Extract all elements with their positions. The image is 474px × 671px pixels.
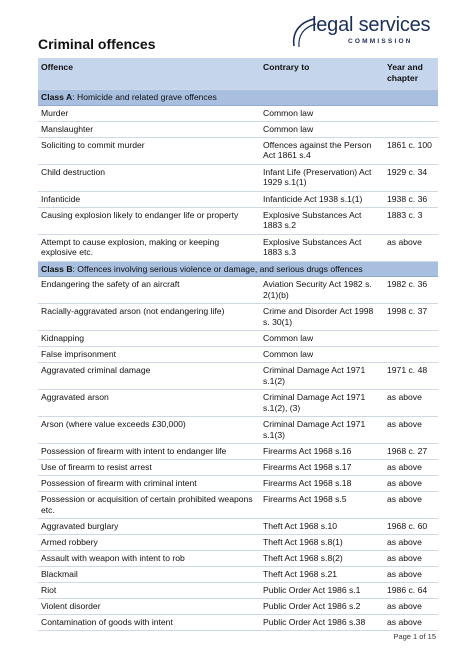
table-row xyxy=(38,207,438,234)
year-cell: 1971 c. 48 xyxy=(384,363,438,390)
offence-cell: Attempt to cause explosion, making or keeping explosive etc. xyxy=(38,234,260,261)
table-row xyxy=(38,599,438,615)
year-cell: 1968 c. 27 xyxy=(384,444,438,460)
year-cell: as above xyxy=(384,417,438,444)
table-row xyxy=(38,105,438,121)
year-cell: as above xyxy=(384,390,438,417)
table-row xyxy=(38,476,438,492)
year-cell: as above xyxy=(384,476,438,492)
offence-cell: Soliciting to commit murder xyxy=(38,137,260,164)
year-cell xyxy=(384,331,438,347)
table-header-row xyxy=(38,58,438,90)
law-cell: Theft Act 1968 s.8(2) xyxy=(260,551,384,567)
offence-cell: Endangering the safety of an aircraft xyxy=(38,277,260,304)
class-a-heading-row xyxy=(38,90,438,106)
table-row xyxy=(38,583,438,599)
table-row xyxy=(38,551,438,567)
legal-services-logo xyxy=(288,14,448,54)
column-header-year-chapter: Year and chapter xyxy=(384,58,438,90)
offence-cell: Assault with weapon with intent to rob xyxy=(38,551,260,567)
offence-cell: Murder xyxy=(38,105,260,121)
law-cell: Criminal Damage Act 1971 s.1(3) xyxy=(260,417,384,444)
offence-cell: Manslaughter xyxy=(38,121,260,137)
year-cell xyxy=(384,121,438,137)
law-cell: Firearms Act 1968 s.16 xyxy=(260,444,384,460)
offence-cell: Riot xyxy=(38,583,260,599)
table-row xyxy=(38,121,438,137)
table-row xyxy=(38,492,438,519)
year-cell: 1986 c. 64 xyxy=(384,583,438,599)
table-row xyxy=(38,615,438,631)
offence-cell: Possession of firearm with intent to endanger life xyxy=(38,444,260,460)
offence-cell: Possession or acquisition of certain prohibited weapons etc. xyxy=(38,492,260,519)
law-cell: Public Order Act 1986 s.1 xyxy=(260,583,384,599)
year-cell xyxy=(384,105,438,121)
offence-cell: Aggravated arson xyxy=(38,390,260,417)
offence-cell: Aggravated criminal damage xyxy=(38,363,260,390)
table-row xyxy=(38,417,438,444)
law-cell: Theft Act 1968 s.21 xyxy=(260,567,384,583)
logo-text: legal services xyxy=(312,14,431,36)
law-cell: Aviation Security Act 1982 s. 2(1)(b) xyxy=(260,277,384,304)
law-cell: Common law xyxy=(260,347,384,363)
year-cell: 1998 c. 37 xyxy=(384,304,438,331)
year-cell: 1938 c. 36 xyxy=(384,191,438,207)
table-row xyxy=(38,137,438,164)
logo-subtext: COMMISSION xyxy=(348,38,413,45)
offence-cell: Kidnapping xyxy=(38,331,260,347)
law-cell: Common law xyxy=(260,121,384,137)
class-a-name: Class A xyxy=(41,92,73,102)
law-cell: Crime and Disorder Act 1998 s. 30(1) xyxy=(260,304,384,331)
table-row xyxy=(38,234,438,261)
year-cell: as above xyxy=(384,234,438,261)
law-cell: Common law xyxy=(260,105,384,121)
law-cell: Offences against the Person Act 1861 s.4 xyxy=(260,137,384,164)
year-cell: 1861 c. 100 xyxy=(384,137,438,164)
offence-cell: Contamination of goods with intent xyxy=(38,615,260,631)
offence-cell: Aggravated burglary xyxy=(38,519,260,535)
column-header-offence: Offence xyxy=(38,58,260,90)
offences-table xyxy=(38,58,438,631)
law-cell: Explosive Substances Act 1883 s.3 xyxy=(260,234,384,261)
class-a-description: : Homicide and related grave offences xyxy=(72,92,217,102)
page-title: Criminal offences xyxy=(38,36,156,52)
class-b-description: : Offences involving serious violence or damage, and serious drugs offences xyxy=(72,263,363,274)
table-row xyxy=(38,567,438,583)
year-cell: as above xyxy=(384,615,438,631)
law-cell: Theft Act 1968 s.8(1) xyxy=(260,535,384,551)
year-cell: 1968 c. 60 xyxy=(384,519,438,535)
year-cell: 1929 c. 34 xyxy=(384,164,438,191)
offence-cell: Violent disorder xyxy=(38,599,260,615)
offence-cell: Armed robbery xyxy=(38,535,260,551)
year-cell: as above xyxy=(384,535,438,551)
table-row xyxy=(38,191,438,207)
class-b-heading-row xyxy=(38,261,438,277)
table-row xyxy=(38,444,438,460)
year-cell: as above xyxy=(384,492,438,519)
law-cell: Infant Life (Preservation) Act 1929 s.1(1) xyxy=(260,164,384,191)
law-cell: Firearms Act 1968 s.17 xyxy=(260,460,384,476)
offence-cell: Arson (where value exceeds £30,000) xyxy=(38,417,260,444)
year-cell: as above xyxy=(384,599,438,615)
law-cell: Public Order Act 1986 s.2 xyxy=(260,599,384,615)
offence-cell: False imprisonment xyxy=(38,347,260,363)
year-cell: 1982 c. 36 xyxy=(384,277,438,304)
table-row xyxy=(38,363,438,390)
law-cell: Criminal Damage Act 1971 s.1(2) xyxy=(260,363,384,390)
year-cell: as above xyxy=(384,567,438,583)
table-row xyxy=(38,277,438,304)
offence-cell: Use of firearm to resist arrest xyxy=(38,460,260,476)
law-cell: Common law xyxy=(260,331,384,347)
year-cell xyxy=(384,347,438,363)
offence-cell: Possession of firearm with criminal intent xyxy=(38,476,260,492)
class-b-heading xyxy=(38,261,438,277)
law-cell: Explosive Substances Act 1883 s.2 xyxy=(260,207,384,234)
table-row xyxy=(38,164,438,191)
year-cell: as above xyxy=(384,551,438,567)
offence-cell: Infanticide xyxy=(38,191,260,207)
law-cell: Public Order Act 1986 s.38 xyxy=(260,615,384,631)
table-row xyxy=(38,535,438,551)
law-cell: Theft Act 1968 s.10 xyxy=(260,519,384,535)
offence-cell: Racially-aggravated arson (not endangering life) xyxy=(38,304,260,331)
law-cell: Firearms Act 1968 s.5 xyxy=(260,492,384,519)
column-header-contrary-to: Contrary to xyxy=(260,58,384,90)
offence-cell: Causing explosion likely to endanger life or property xyxy=(38,207,260,234)
table-row xyxy=(38,304,438,331)
offence-cell: Child destruction xyxy=(38,164,260,191)
table-row xyxy=(38,519,438,535)
table-row xyxy=(38,390,438,417)
law-cell: Criminal Damage Act 1971 s.1(2), (3) xyxy=(260,390,384,417)
offence-cell: Blackmail xyxy=(38,567,260,583)
year-cell: as above xyxy=(384,460,438,476)
class-b-name: Class B xyxy=(41,263,73,274)
year-cell: 1883 c. 3 xyxy=(384,207,438,234)
law-cell: Firearms Act 1968 s.18 xyxy=(260,476,384,492)
table-row xyxy=(38,347,438,363)
law-cell: Infanticide Act 1938 s.1(1) xyxy=(260,191,384,207)
class-a-heading xyxy=(38,90,438,106)
page-number: Page 1 of 15 xyxy=(393,632,436,641)
table-row xyxy=(38,460,438,476)
table-row xyxy=(38,331,438,347)
